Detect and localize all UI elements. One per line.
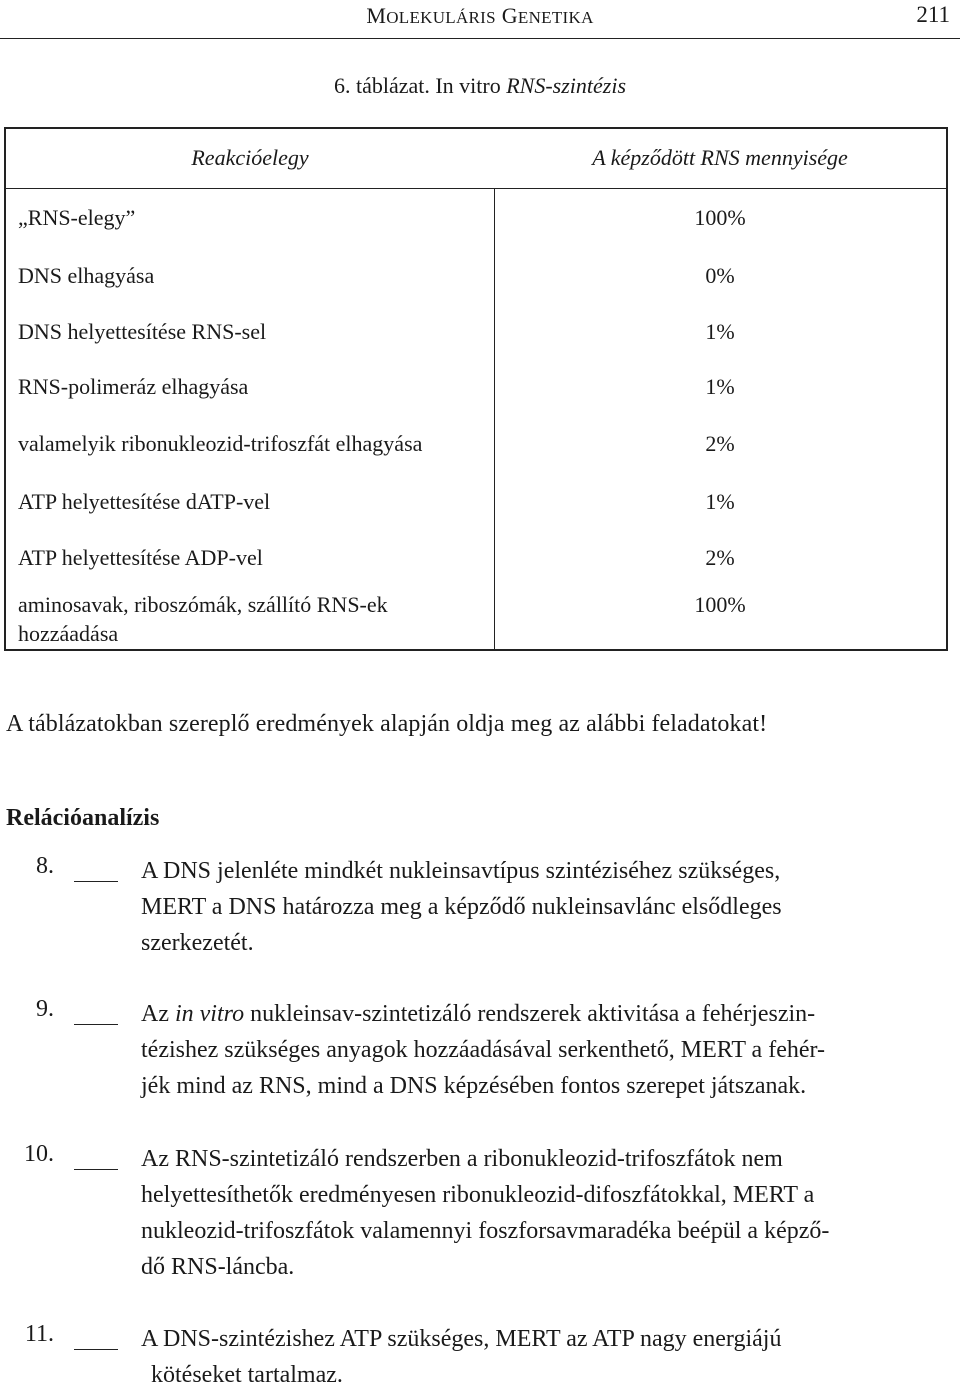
question-line: szerkezetét. (141, 930, 254, 956)
amount-cell: 1% (705, 374, 735, 399)
reaction-cell: DNS helyettesítése RNS-sel (18, 319, 267, 344)
question-line: A DNS-szintézishez ATP szükséges, MERT az ATP nagy energiájú (141, 1326, 782, 1352)
running-title (0, 3, 960, 29)
question-line-part: Az (141, 1001, 175, 1027)
amount-cell: 0% (705, 263, 735, 288)
instruction-text: A táblázatokban szereplő eredmények alapján oldja meg az alábbi feladatokat! (6, 711, 768, 737)
question-number: 11. (24, 1321, 54, 1347)
answer-blank[interactable] (74, 881, 118, 882)
title-rest-2: ENETIKA (517, 8, 594, 27)
reaction-cell-line: hozzáadása (18, 621, 119, 646)
table-caption (0, 73, 960, 99)
reaction-cell: ATP helyettesítése ADP-vel (18, 545, 263, 570)
title-initial-2: G (501, 3, 518, 28)
question-line (141, 996, 953, 1032)
question-text (141, 1321, 953, 1393)
title-rest-1: OLEKULÁRIS (386, 8, 496, 27)
question-line: dő RNS-láncba. (141, 1254, 295, 1280)
reaction-cell: DNS elhagyása (18, 263, 155, 288)
results-table (4, 127, 948, 651)
reaction-cell: ATP helyettesítése dATP-vel (18, 489, 271, 514)
question-text (141, 853, 953, 961)
reaction-cell-line: aminosavak, riboszómák, szállító RNS-ek (18, 592, 388, 617)
reaction-cell: RNS-polimeráz elhagyása (18, 374, 249, 399)
question-number: 8. (36, 853, 54, 879)
amount-cell: 2% (705, 431, 735, 456)
question-number: 10. (24, 1141, 54, 1167)
question-text (141, 1141, 953, 1285)
question-line: kötéseket tartalmaz. (151, 1362, 343, 1388)
amount-cell: 2% (705, 545, 735, 570)
question-line: Az RNS-szintetizáló rendszerben a ribonukleozid-trifoszfátok nem (141, 1146, 783, 1172)
question-line-italic: in vitro (174, 1001, 245, 1027)
amount-cell: 100% (694, 205, 746, 230)
reaction-cell: „RNS-elegy” (18, 205, 136, 230)
reaction-cell: valamelyik ribonukleozid-trifoszfát elhagyása (18, 431, 423, 456)
question-line: jék mind az RNS, mind a DNS képzésében fontos szerepet játszanak. (141, 1073, 807, 1099)
amount-cell: 1% (705, 319, 735, 344)
caption-prefix: 6. táblázat. In vitro (333, 73, 507, 98)
answer-blank[interactable] (74, 1024, 118, 1025)
table-header (6, 129, 946, 189)
page-number: 211 (916, 2, 950, 27)
column-header-reaction: Reakcióelegy (191, 145, 309, 170)
running-head (0, 0, 960, 39)
question-line-part: nukleinsav-szintetizáló rendszerek aktivitása a fehérjeszin- (244, 1001, 816, 1027)
column-divider (494, 189, 495, 651)
title-initial-1: M (366, 3, 387, 28)
question-line: A DNS jelenléte mindkét nukleinsavtípus szintéziséhez szükséges, (141, 858, 781, 884)
question-line: nukleozid-trifoszfátok valamennyi foszforsavmaradéka beépül a képző- (141, 1218, 830, 1244)
answer-blank[interactable] (74, 1169, 118, 1170)
section-heading: Relációanalízis (6, 805, 160, 831)
amount-cell: 100% (694, 592, 746, 617)
question-line: tézishez szükséges anyagok hozzáadásával serkenthető, MERT a fehér- (141, 1037, 826, 1063)
reaction-cell (18, 590, 478, 648)
answer-blank[interactable] (74, 1349, 118, 1350)
question-number: 9. (36, 996, 54, 1022)
question-line: MERT a DNS határozza meg a képződő nukleinsavlánc elsődleges (141, 894, 782, 920)
question-text (141, 996, 953, 1104)
amount-cell: 1% (705, 489, 735, 514)
question-line: helyettesíthetők eredményesen ribonukleozid-difoszfátokkal, MERT a (141, 1182, 815, 1208)
column-header-amount: A képződött RNS mennyisége (592, 145, 848, 170)
caption-italic: RNS-szintézis (506, 73, 627, 98)
